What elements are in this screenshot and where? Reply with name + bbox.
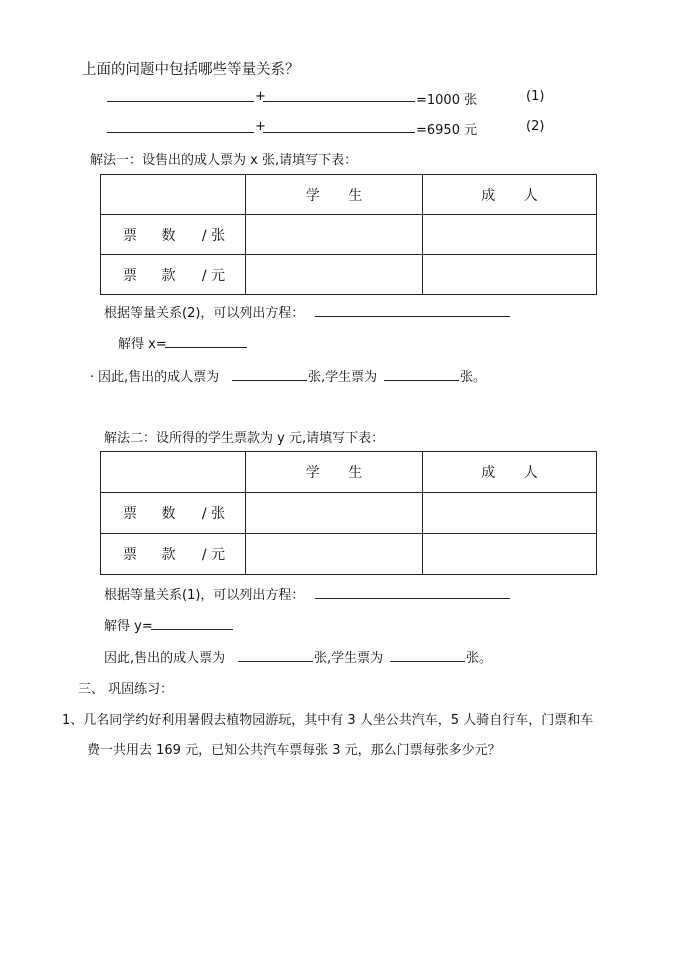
method2-table-corner: [101, 452, 246, 493]
eq1-plus: +: [255, 89, 266, 104]
method2-table-header-row: [101, 452, 597, 493]
method2-conclusion-a: 因此,售出的成人票为: [104, 651, 226, 666]
method1-student-answer-blank[interactable]: [384, 380, 459, 381]
method2-conclusion-c: 张。: [466, 651, 493, 666]
eq1-blank-b[interactable]: [263, 101, 415, 102]
label-char: 数: [161, 227, 176, 244]
method1-table-row: [101, 215, 597, 255]
method1-table-header-row: [101, 175, 597, 215]
method1-intro: 解法一：设售出的成人票为 x 张,请填写下表：: [90, 153, 358, 168]
eq2-blank-a[interactable]: [107, 132, 254, 133]
label-char: 款: [161, 547, 176, 563]
unit-label: / 元: [201, 267, 226, 284]
method1-header-student: 学 生: [246, 175, 423, 215]
method2-conclusion-b: 张,学生票为: [314, 651, 384, 666]
method1-header-adult: 成 人: [423, 175, 597, 215]
eq2-blank-b[interactable]: [263, 132, 415, 133]
eq1-blank-a[interactable]: [107, 101, 254, 102]
unit-label: / 张: [201, 227, 226, 244]
method2-solve-prefix: 解得 y=: [104, 619, 153, 634]
eq2-number: (2): [526, 119, 545, 134]
method2-equation-prompt: 根据等量关系(1)，可以列出方程：: [104, 588, 305, 603]
method1-table-corner: [101, 175, 246, 215]
method1-solve-blank[interactable]: [165, 347, 247, 348]
eq2-plus: +: [255, 119, 266, 134]
eq1-number: (1): [526, 89, 545, 104]
method1-dot: .: [90, 366, 95, 381]
method2-equation-blank[interactable]: [315, 598, 510, 599]
method1-row-label-amount: [101, 255, 246, 295]
label-char: 数: [161, 506, 176, 522]
method1-solve-prefix: 解得 x=: [118, 337, 167, 352]
eq1-result: =1000 张: [416, 93, 478, 108]
method1-cell-adult-amount[interactable]: [423, 255, 597, 295]
unit-label: / 元: [201, 547, 226, 563]
method1-cell-student-amount[interactable]: [246, 255, 423, 295]
method2-header-adult: 成 人: [423, 452, 597, 493]
method1-cell-adult-count[interactable]: [423, 215, 597, 255]
method2-cell-student-amount[interactable]: [246, 534, 423, 575]
method1-row-label-count: [101, 215, 246, 255]
method1-equation-prompt: 根据等量关系(2)，可以列出方程：: [104, 306, 305, 321]
method2-row-label-amount: [101, 534, 246, 575]
method2-cell-adult-count[interactable]: [423, 493, 597, 534]
question-text: 上面的问题中包括哪些等量关系？: [82, 62, 300, 78]
method1-table: [100, 174, 597, 295]
method2-table-row: [101, 493, 597, 534]
method2-header-student: 学 生: [246, 452, 423, 493]
method1-conclusion-c: 张。: [460, 370, 487, 385]
label-char: 票: [123, 267, 137, 284]
method1-conclusion-a: 因此,售出的成人票为: [98, 370, 220, 385]
label-char: 款: [161, 267, 176, 284]
method2-cell-adult-amount[interactable]: [423, 534, 597, 575]
unit-label: / 张: [201, 506, 226, 522]
method2-table: [100, 451, 597, 575]
method1-cell-student-count[interactable]: [246, 215, 423, 255]
method2-row-label-count: [101, 493, 246, 534]
label-char: 票: [123, 506, 137, 522]
method2-student-answer-blank[interactable]: [390, 661, 465, 662]
method2-adult-answer-blank[interactable]: [238, 661, 313, 662]
method1-adult-answer-blank[interactable]: [232, 380, 307, 381]
eq2-result: =6950 元: [416, 123, 478, 138]
exercise1-line1: 1、几名同学约好利用暑假去植物园游玩，其中有 3 人坐公共汽车，5 人骑自行车，门票和车: [62, 713, 594, 728]
method1-conclusion-b: 张,学生票为: [308, 370, 378, 385]
method2-solve-blank[interactable]: [151, 629, 233, 630]
label-char: 票: [123, 547, 137, 563]
method2-cell-student-count[interactable]: [246, 493, 423, 534]
method2-table-row: [101, 534, 597, 575]
label-char: 票: [123, 227, 137, 244]
method1-table-row: [101, 255, 597, 295]
method1-equation-blank[interactable]: [315, 316, 510, 317]
section3-heading: 三、 巩固练习：: [78, 682, 174, 697]
exercise1-line2: 费一共用去 169 元，已知公共汽车票每张 3 元，那么门票每张多少元？: [87, 743, 501, 758]
method2-intro: 解法二：设所得的学生票款为 y 元,请填写下表：: [104, 431, 385, 446]
